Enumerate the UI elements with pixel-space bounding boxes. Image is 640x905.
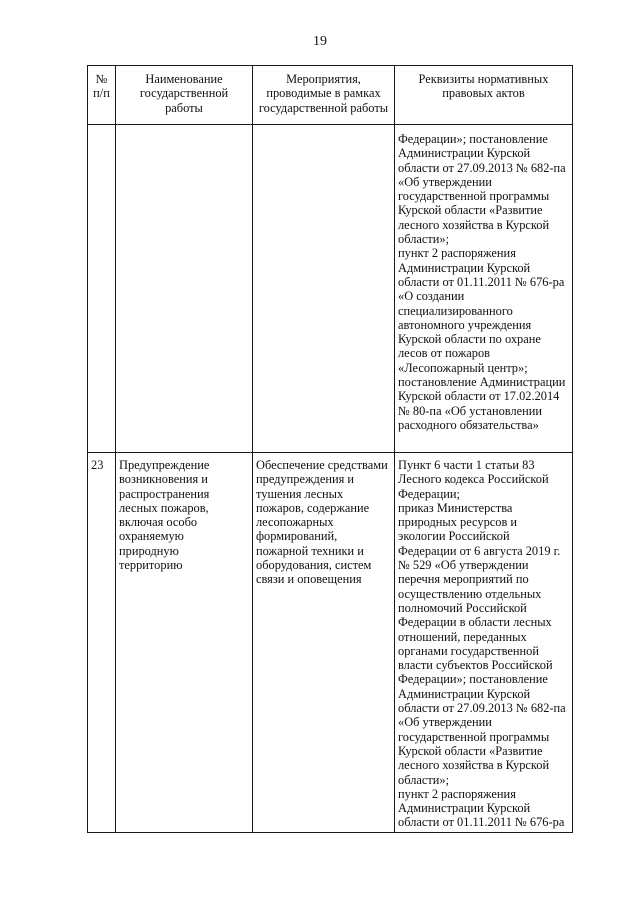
regulatory-table [87, 65, 573, 833]
table-row [88, 453, 573, 833]
header-requisites: Реквизиты нормативных правовых актов [395, 66, 573, 125]
cell-work-name [116, 125, 253, 453]
cell-work-name: Предупреждение возникновения и распространения лесных пожаров, включая особо охраняемую природную территорию [116, 453, 253, 833]
header-work-name: Наименование государственной работы [116, 66, 253, 125]
table-row [88, 125, 573, 453]
page-number: 19 [313, 34, 327, 49]
cell-requisites: Пункт 6 части 1 статьи 83 Лесного кодекса Российской Федерации; приказ Министерства природных ресурсов и экологии Российской Федерации от 6 августа 2019 г. № 529 «Об утверждении перечня мероприятий по осуществлению отдельных полномочий Российской Федерации в области лесных отношений, переданных органами государственной власти субъектов Российской Федерации»; постановление Администрации Курской области от 27.09.2013 № 682-па «Об утверждении государственной программы Курской области «Развитие лесного хозяйства в Курской области»; пункт 2 распоряжения Администрации Курской области от 01.11.2011 № 676-ра [395, 453, 573, 833]
table-header-row [88, 66, 573, 125]
header-num: № п/п [88, 66, 116, 125]
cell-num: 23 [88, 453, 116, 833]
header-activities: Мероприятия, проводимые в рамках государственной работы [253, 66, 395, 125]
cell-activities [253, 125, 395, 453]
cell-requisites: Федерации»; постановление Администрации Курской области от 27.09.2013 № 682-па «Об утверждении государственной программы Курской области «Развитие лесного хозяйства в Курской области»; пункт 2 распоряжения Администрации Курской области от 01.11.2011 № 676-ра «О создании специализированного автономного учреждения Курской области по охране лесов от пожаров «Лесопожарный центр»; постановление Администрации Курской области от 17.02.2014 № 80-па «Об установлении расходного обязательства» [395, 125, 573, 453]
cell-num [88, 125, 116, 453]
cell-activities: Обеспечение средствами предупреждения и тушения лесных пожаров, содержание лесопожарных формирований, пожарной техники и оборудования, систем связи и оповещения [253, 453, 395, 833]
